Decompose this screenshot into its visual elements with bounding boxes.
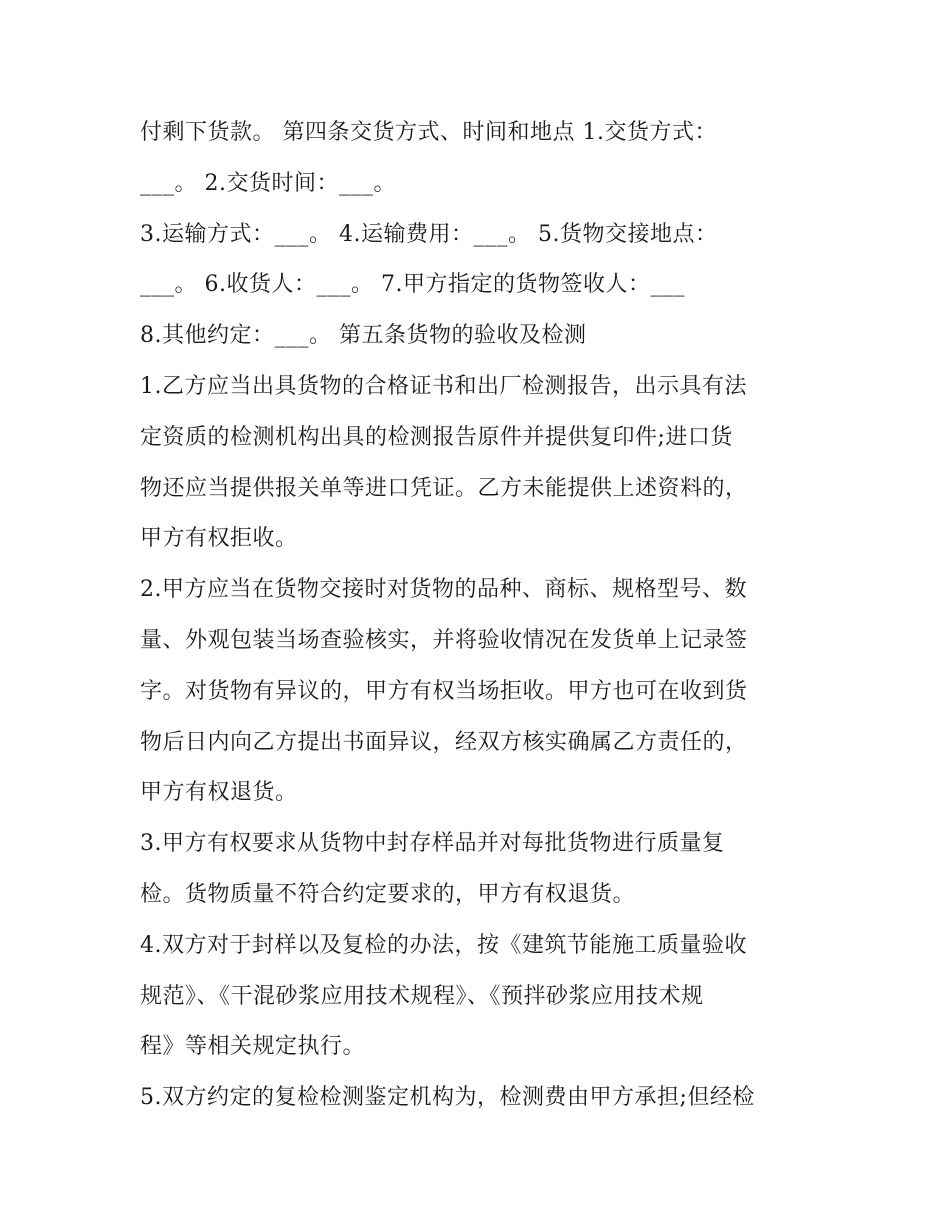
text-line: 程》等相关规定执行。 (140, 1034, 366, 1060)
text-line: 2.甲方应当在货物交接时对货物的品种、商标、规格型号、数 (140, 577, 747, 603)
text-line: 5.双方约定的复检检测鉴定机构为，检测费由甲方承担;但经检 (140, 1085, 755, 1111)
text-line: 8.其他约定：___。 第五条货物的验收及检测 (140, 323, 587, 349)
text-line: ___。 2.交货时间：___。 (140, 170, 396, 196)
text-line: 检。货物质量不符合约定要求的，甲方有权退货。 (140, 881, 636, 907)
text-line: 甲方有权拒收。 (140, 526, 298, 552)
text-line: 字。对货物有异议的，甲方有权当场拒收。甲方也可在收到货 (140, 678, 748, 704)
text-line: ___。 6.收货人：___。 7.甲方指定的货物签收人：___ (140, 272, 685, 298)
text-line: 物还应当提供报关单等进口凭证。乙方未能提供上述资料的， (140, 475, 748, 501)
text-line: 甲方有权退货。 (140, 780, 298, 806)
document-body (140, 108, 820, 1124)
text-line: 付剩下货款。 第四条交货方式、时间和地点 1.交货方式： (140, 120, 717, 145)
text-line: 规范》、《干混砂浆应用技术规程》、《预拌砂浆应用技术规 (140, 983, 704, 1009)
text-line: 定资质的检测机构出具的检测报告原件并提供复印件;进口货 (140, 424, 733, 450)
text-line: 1.乙方应当出具货物的合格证书和出厂检测报告，出示具有法 (140, 373, 747, 399)
text-line: 量、外观包装当场查验核实，并将验收情况在发货单上记录签 (140, 627, 748, 653)
text-line: 物后日内向乙方提出书面异议，经双方核实确属乙方责任的， (140, 729, 748, 755)
text-line: 3.运输方式：___。 4.运输费用：___。 5.货物交接地点： (140, 221, 718, 247)
text-line: 4.双方对于封样以及复检的办法，按《建筑节能施工质量验收 (140, 932, 747, 958)
text-line: 3.甲方有权要求从货物中封存样品并对每批货物进行质量复 (140, 831, 725, 857)
